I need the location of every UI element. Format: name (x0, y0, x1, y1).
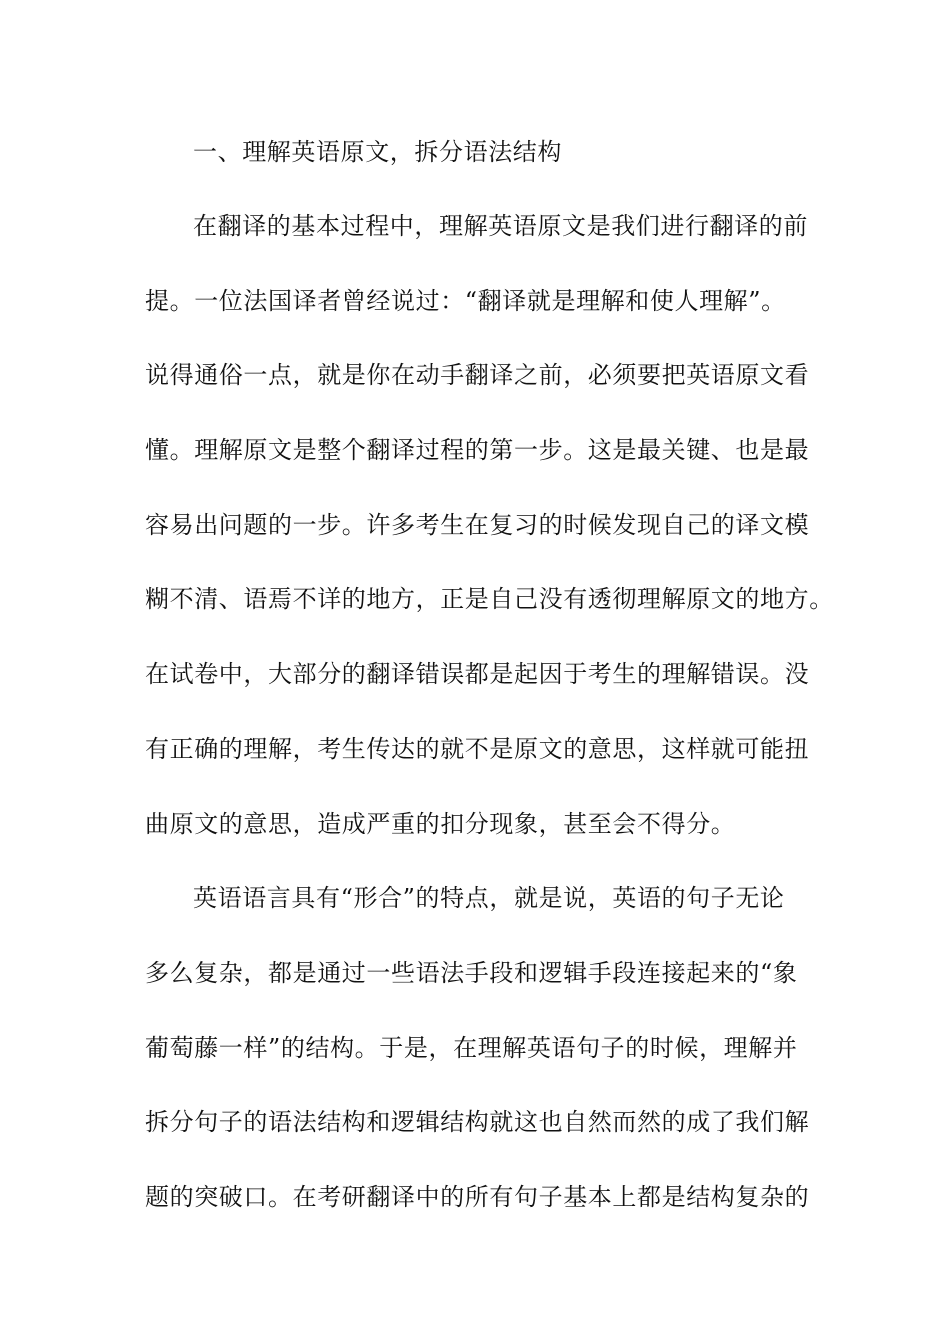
paragraph-line: 在翻译的基本过程中，理解英语原文是我们进行翻译的前 (193, 212, 808, 240)
paragraph-line: 在试卷中，大部分的翻译错误都是起因于考生的理解错误。没 (145, 660, 810, 688)
paragraph-line: 多么复杂，都是通过一些语法手段和逻辑手段连接起来的“象 (145, 959, 798, 987)
paragraph-line: 懂。理解原文是整个翻译过程的第一步。这是最关键、也是最 (145, 436, 810, 464)
paragraph-line: 容易出问题的一步。许多考生在复习的时候发现自己的译文模 (145, 511, 810, 539)
paragraph-line: 题的突破口。在考研翻译中的所有句子基本上都是结构复杂的 (145, 1183, 810, 1211)
paragraph-line: 有正确的理解，考生传达的就不是原文的意思，这样就可能扭 (145, 735, 810, 763)
paragraph-line: 说得通俗一点，就是你在动手翻译之前，必须要把英语原文看 (145, 361, 810, 389)
paragraph-line: 拆分句子的语法结构和逻辑结构就这也自然而然的成了我们解 (145, 1108, 810, 1136)
paragraph-line: 曲原文的意思，造成严重的扣分现象，甚至会不得分。 (145, 810, 736, 838)
section-heading: 一、理解英语原文，拆分语法结构 (193, 138, 562, 166)
paragraph-line: 提。一位法国译者曾经说过：“翻译就是理解和使人理解”。 (145, 287, 786, 315)
paragraph-line: 糊不清、语焉不详的地方，正是自己没有透彻理解原文的地方。 (145, 585, 834, 613)
paragraph-line: 英语语言具有“形合”的特点，就是说，英语的句子无论 (193, 884, 785, 912)
paragraph-line: 葡萄藤一样”的结构。于是，在理解英语句子的时候，理解并 (145, 1034, 798, 1062)
